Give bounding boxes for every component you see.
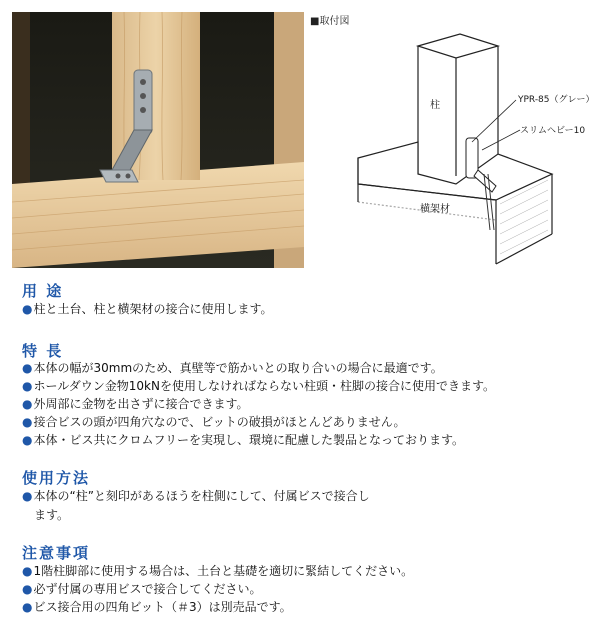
label-beam: 横架材: [420, 204, 450, 215]
diagram-caption: ■取付図: [310, 16, 350, 27]
bullet-icon: ●: [22, 361, 33, 375]
list-item: ●ビス接合用の四角ビット（＃3）は別売品です。: [22, 600, 292, 614]
section-heading-how-to-use: 使用方法: [22, 469, 91, 487]
bullet-icon: ●: [22, 415, 33, 429]
list-item: ●ホールダウン金物10kNを使用しなければならない柱頭・柱脚の接合に使用できます。: [22, 379, 496, 393]
list-item: ●本体の“柱”と刻印があるほうを柱側にして、付属ビスで接合し: [22, 489, 370, 503]
bullet-icon: ●: [22, 433, 33, 447]
list-item: ●必ず付属の専用ビスで接合してください。: [22, 582, 262, 596]
section-heading-features: 特 長: [22, 342, 64, 360]
bullet-icon: ●: [22, 397, 33, 411]
list-item-continuation: ます。: [34, 508, 70, 522]
section-heading-usage: 用 途: [22, 282, 64, 300]
list-item: ●1階柱脚部に使用する場合は、土台と基礎を適切に緊結してください。: [22, 564, 414, 578]
installation-diagram: [306, 24, 606, 276]
bullet-icon: ●: [22, 379, 33, 393]
list-item: ●本体の幅が30mmのため、真壁等で筋かいとの取り合いの場合に最適です。: [22, 361, 443, 375]
bullet-icon: ●: [22, 302, 33, 316]
list-item: ●外周部に金物を出さずに接合できます。: [22, 397, 249, 411]
list-item: ●接合ビスの頭が四角穴なので、ビットの破損がほとんどありません。: [22, 415, 406, 429]
list-item: ●柱と土台、柱と横架材の接合に使用します。: [22, 302, 273, 316]
list-item: ●本体・ビス共にクロムフリーを実現し、環境に配慮した製品となっております。: [22, 433, 465, 447]
label-part-ypr: YPR-85（グレー）: [518, 95, 595, 105]
bullet-icon: ●: [22, 489, 33, 503]
section-heading-cautions: 注意事項: [22, 544, 91, 562]
label-pillar: 柱: [430, 100, 440, 111]
bullet-icon: ●: [22, 564, 33, 578]
bullet-icon: ●: [22, 600, 33, 614]
label-part-slim: スリムヘビー10: [520, 126, 586, 136]
product-photo: [12, 12, 304, 268]
bullet-icon: ●: [22, 582, 33, 596]
